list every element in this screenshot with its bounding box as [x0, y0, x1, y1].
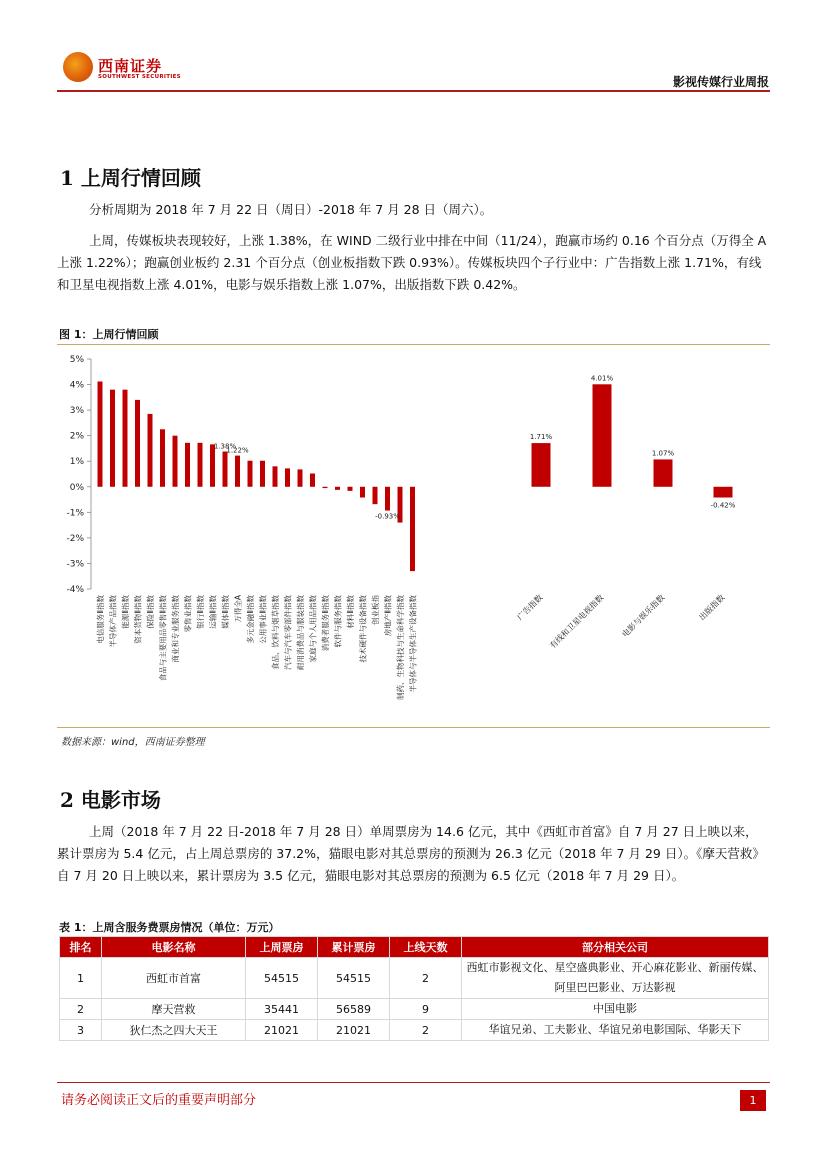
- bar: [160, 429, 165, 487]
- y-tick-label: 2%: [69, 431, 84, 442]
- bar: [210, 444, 215, 486]
- bar: [654, 459, 673, 486]
- x-tick-label: 资本货物Ⅱ指数: [133, 595, 143, 644]
- x-tick-label: 商业和专业服务指数: [171, 595, 180, 663]
- paragraph: 上周（2018 年 7 月 22 日-2018 年 7 月 28 日）单周票房为 14.6 亿元，其中《西虹市首富》自 7 月 27 日上映以来，累计票房为 5.4 亿元，占上周总票房的 37.2%，猫眼电影对其总票房的预测为 26.3 亿元（2018 年 7 月 29 日）。《摩天营救》自 7 月 20 日上映以来，累计票房为 3.5 亿元，猫眼电影对其总票房的预测为 6.5 亿元（2018 年 7 月 29 日）。: [57, 824, 765, 883]
- box-office-table: [59, 936, 769, 1041]
- x-tick-label: 软件与服务指数: [333, 595, 343, 648]
- figure-source: 数据来源：wind，西南证券整理: [61, 737, 205, 748]
- bar: [323, 487, 328, 488]
- x-tick-label: 出版指数: [697, 593, 727, 623]
- bar: [385, 487, 390, 511]
- x-tick-label: 食品、饮料与烟草指数: [271, 595, 280, 670]
- cell-week: 21021: [246, 1020, 318, 1041]
- y-tick-label: -1%: [66, 508, 84, 519]
- y-tick-label: 1%: [69, 457, 84, 468]
- x-tick-label: 汽车与汽车零部件指数: [283, 595, 293, 670]
- cell-total: 54515: [318, 958, 390, 999]
- x-labels: [95, 592, 726, 700]
- logo-text: 西南证券: [98, 57, 163, 75]
- x-tick-label: 多元金融Ⅱ指数: [246, 595, 255, 644]
- table-header-row: [60, 937, 769, 958]
- header-rank: 排名: [60, 937, 102, 958]
- section-2-title: 2 电影市场: [60, 788, 161, 812]
- header-total: 累计票房: [318, 937, 390, 958]
- x-tick-label: 家庭与个人用品指数: [308, 595, 318, 663]
- bar: [714, 487, 733, 498]
- x-tick-label: 半导体与半导体生产设备指数: [408, 595, 418, 693]
- report-type: 影视传媒行业周报: [672, 75, 769, 89]
- data-label: -0.93%: [375, 512, 400, 521]
- bar: [310, 473, 315, 486]
- y-tick-label: 3%: [69, 406, 84, 417]
- table-title: 表 1：上周含服务费票房情况（单位：万元）: [59, 921, 280, 934]
- section-1-title: 1 上周行情回顾: [60, 166, 201, 190]
- table-row: [60, 958, 769, 999]
- bar-chart: [57, 346, 770, 726]
- bar: [360, 487, 365, 498]
- bar: [123, 390, 128, 487]
- cell-days: 2: [390, 958, 462, 999]
- bar: [148, 414, 153, 487]
- cell-week: 35441: [246, 999, 318, 1020]
- header-name: 电影名称: [102, 937, 246, 958]
- y-tick-label: -2%: [66, 533, 84, 544]
- bar: [298, 469, 303, 486]
- table-row: [60, 1020, 769, 1041]
- paragraph: 上周，传媒板块表现较好，上涨 1.38%，在 WIND 二级行业中排在中间（11/24），跑赢市场约 0.16 个百分点（万得全 A 上涨 1.22%）；跑赢创业板约 2.31 个百分点（创业板指数下跌 0.93%）。传媒板块四个子行业中：广告指数上涨 1.71%，有线和卫星电视指数上涨 4.01%，电影与娱乐指数上涨 1.07%，出版指数下跌 0.42%。: [57, 233, 767, 292]
- x-tick-label: 创业板指: [371, 595, 380, 625]
- bar: [98, 381, 103, 486]
- bars: [98, 381, 733, 571]
- y-tick-label: 0%: [69, 482, 84, 493]
- cell-companies: 西虹市影视文化、星空盛典影业、开心麻花影业、新丽传媒、阿里巴巴影业、万达影视: [462, 958, 769, 999]
- cell-rank: 2: [60, 999, 102, 1020]
- bar: [593, 384, 612, 486]
- data-label: 1.07%: [651, 449, 675, 458]
- value-labels: [214, 374, 736, 520]
- bar: [285, 468, 290, 486]
- bar: [198, 443, 203, 487]
- x-tick-label: 零售业指数: [183, 595, 193, 633]
- cell-week: 54515: [246, 958, 318, 999]
- bar: [110, 390, 115, 487]
- header-week: 上周票房: [246, 937, 318, 958]
- bar: [185, 443, 190, 487]
- y-axis: [66, 355, 91, 595]
- x-tick-label: 广告指数: [515, 593, 545, 623]
- cell-name: 摩天营救: [102, 999, 246, 1020]
- x-tick-label: 半导体产品指数: [108, 595, 118, 648]
- x-tick-label: 银行Ⅱ指数: [196, 595, 205, 629]
- cell-total: 21021: [318, 1020, 390, 1041]
- figure-bottom-rule: [57, 727, 770, 728]
- cell-name: 狄仁杰之四大天王: [102, 1020, 246, 1041]
- x-tick-label: 万得全A: [233, 595, 243, 623]
- data-label: 1.22%: [226, 446, 249, 455]
- cell-companies: 中国电影: [462, 999, 769, 1020]
- header-rule: [57, 90, 770, 92]
- cell-days: 2: [390, 1020, 462, 1041]
- data-label: 1.71%: [529, 433, 553, 442]
- y-tick-label: -4%: [66, 585, 84, 595]
- bar: [248, 461, 253, 487]
- x-tick-label: 公用事业Ⅱ指数: [258, 595, 268, 644]
- bar: [223, 452, 228, 487]
- y-tick-label: 5%: [69, 355, 84, 365]
- table-row: [60, 999, 769, 1020]
- x-tick-label: 保险Ⅱ指数: [146, 595, 155, 629]
- bar: [235, 456, 240, 487]
- footer-disclaimer: 请务必阅读正文后的重要声明部分: [61, 1093, 257, 1108]
- x-tick-label: 电信服务Ⅱ指数: [96, 595, 105, 644]
- x-tick-label: 运输Ⅱ指数: [208, 595, 218, 629]
- cell-rank: 1: [60, 958, 102, 999]
- bar: [410, 487, 415, 571]
- logo-subtext: SOUTHWEST SECURITIES: [98, 74, 181, 80]
- header-days: 上线天数: [390, 937, 462, 958]
- x-tick-label: 能源Ⅱ指数: [121, 595, 130, 629]
- paragraph: 分析周期为 2018 年 7 月 22 日（周日）-2018 年 7 月 28 日（周六）。: [89, 202, 493, 217]
- logo-icon: [63, 52, 93, 82]
- bar: [335, 487, 340, 490]
- x-tick-label: 媒体Ⅱ指数: [221, 595, 230, 629]
- data-label: 4.01%: [590, 374, 614, 383]
- cell-companies: 华谊兄弟、工夫影业、华谊兄弟电影国际、华影天下: [462, 1020, 769, 1041]
- cell-total: 56589: [318, 999, 390, 1020]
- y-tick-label: 4%: [69, 380, 84, 391]
- x-tick-label: 食品与主要用品零售Ⅱ指数: [158, 595, 168, 682]
- figure-top-rule: [57, 344, 770, 345]
- header-companies: 部分相关公司: [462, 937, 769, 958]
- cell-name: 西虹市首富: [102, 958, 246, 999]
- bar: [273, 466, 278, 486]
- x-tick-label: 技术硬件与设备指数: [358, 595, 368, 663]
- x-tick-label: 电影与娱乐指数: [620, 593, 667, 640]
- bar: [260, 461, 265, 487]
- y-tick-label: -3%: [66, 559, 84, 570]
- x-tick-label: 制药、生物科技与生命科学指数: [396, 595, 405, 700]
- data-label: 1.38%: [213, 442, 237, 451]
- bar: [532, 443, 551, 487]
- page-number: 1: [740, 1090, 766, 1111]
- x-tick-label: 有线和卫星电视指数: [548, 593, 606, 651]
- x-tick-label: 消费者服务Ⅱ指数: [321, 595, 330, 652]
- cell-days: 9: [390, 999, 462, 1020]
- bar: [348, 487, 353, 491]
- section-1-body: [57, 199, 770, 296]
- cell-rank: 3: [60, 1020, 102, 1041]
- x-tick-label: 房地产Ⅱ指数: [383, 595, 393, 637]
- data-label: -0.42%: [710, 501, 736, 510]
- figure-title: 图 1：上周行情回顾: [59, 328, 159, 341]
- section-2-body: [57, 821, 770, 887]
- bar: [173, 436, 178, 487]
- footer-rule: [57, 1082, 770, 1083]
- bar: [135, 400, 140, 487]
- x-tick-label: 耐用消费品与服装指数: [296, 595, 305, 670]
- bar: [373, 487, 378, 504]
- x-tick-label: 材料Ⅱ指数: [346, 595, 355, 629]
